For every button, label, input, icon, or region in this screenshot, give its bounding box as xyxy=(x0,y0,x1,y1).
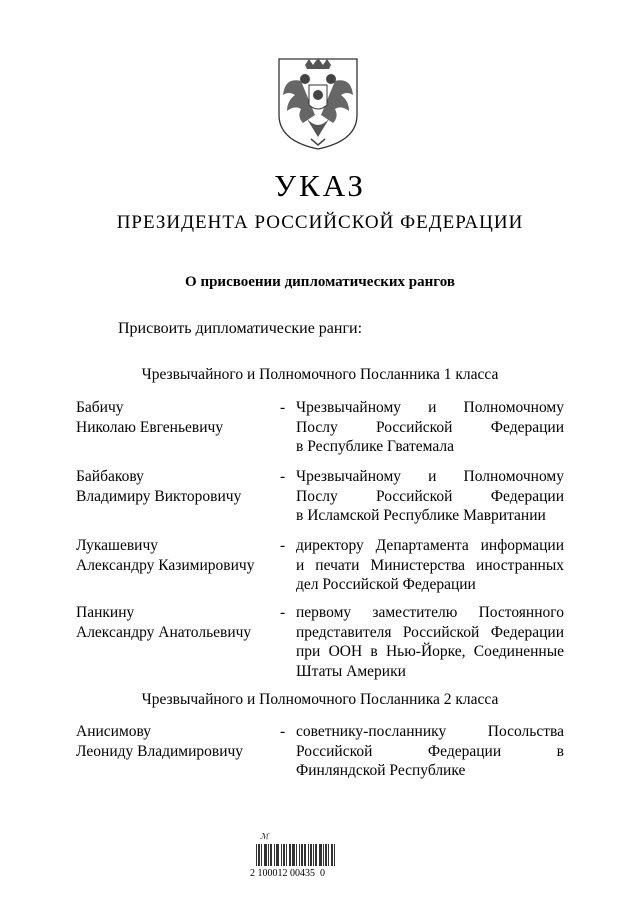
appointee-name: Анисимову Леониду Владимировичу xyxy=(76,723,244,760)
appointee-name: Байбакову Владимиру Викторовичу xyxy=(76,468,242,505)
appointee-position: первому заместителю Постоянного представителя Российской Федерации при ООН в Нью-Йорке, Соединенные Штаты Америки xyxy=(296,604,564,680)
appointee-position: советнику-посланнику Посольства Российской Федерации в Финляндской Республике xyxy=(296,723,564,779)
appointee-position: директору Департамента информации и печати Министерства иностранных дел Российской Федерации xyxy=(296,537,564,593)
appointee-position: Чрезвычайному и Полномочному Послу Российской Федерации в Республике Гватемала xyxy=(296,399,564,455)
barcode-bars xyxy=(256,844,336,866)
barcode-mark: ℳ xyxy=(260,832,269,841)
decree-subtitle: ПРЕЗИДЕНТА РОССИЙСКОЙ ФЕДЕРАЦИИ xyxy=(116,212,524,233)
separator-dash: - xyxy=(280,537,286,554)
separator-dash: - xyxy=(280,468,286,485)
decree-intro: Присвоить дипломатические ранги: xyxy=(118,320,363,337)
appointee-name: Лукашевичу Александру Казимировичу xyxy=(76,537,255,574)
barcode xyxy=(250,832,340,882)
coat-of-arms-emblem xyxy=(275,55,361,151)
section-heading-class-2: Чрезвычайного и Полномочного Посланника 2 класса xyxy=(141,691,499,708)
separator-dash: - xyxy=(280,604,286,621)
barcode-number: 2 100012 00435 0 xyxy=(250,868,325,879)
appointee-position: Чрезвычайному и Полномочному Послу Российской Федерации в Исламской Республике Мавритании xyxy=(296,468,564,524)
appointee-name: Бабичу Николаю Евгеньевичу xyxy=(76,399,224,436)
separator-dash: - xyxy=(280,723,286,740)
separator-dash: - xyxy=(280,399,286,416)
appointee-name: Панкину Александру Анатольевичу xyxy=(76,604,252,641)
decree-subject: О присвоении дипломатических рангов xyxy=(185,274,455,290)
decree-title: УКАЗ xyxy=(274,168,366,203)
section-heading-class-1: Чрезвычайного и Полномочного Посланника 1 класса xyxy=(141,366,499,383)
